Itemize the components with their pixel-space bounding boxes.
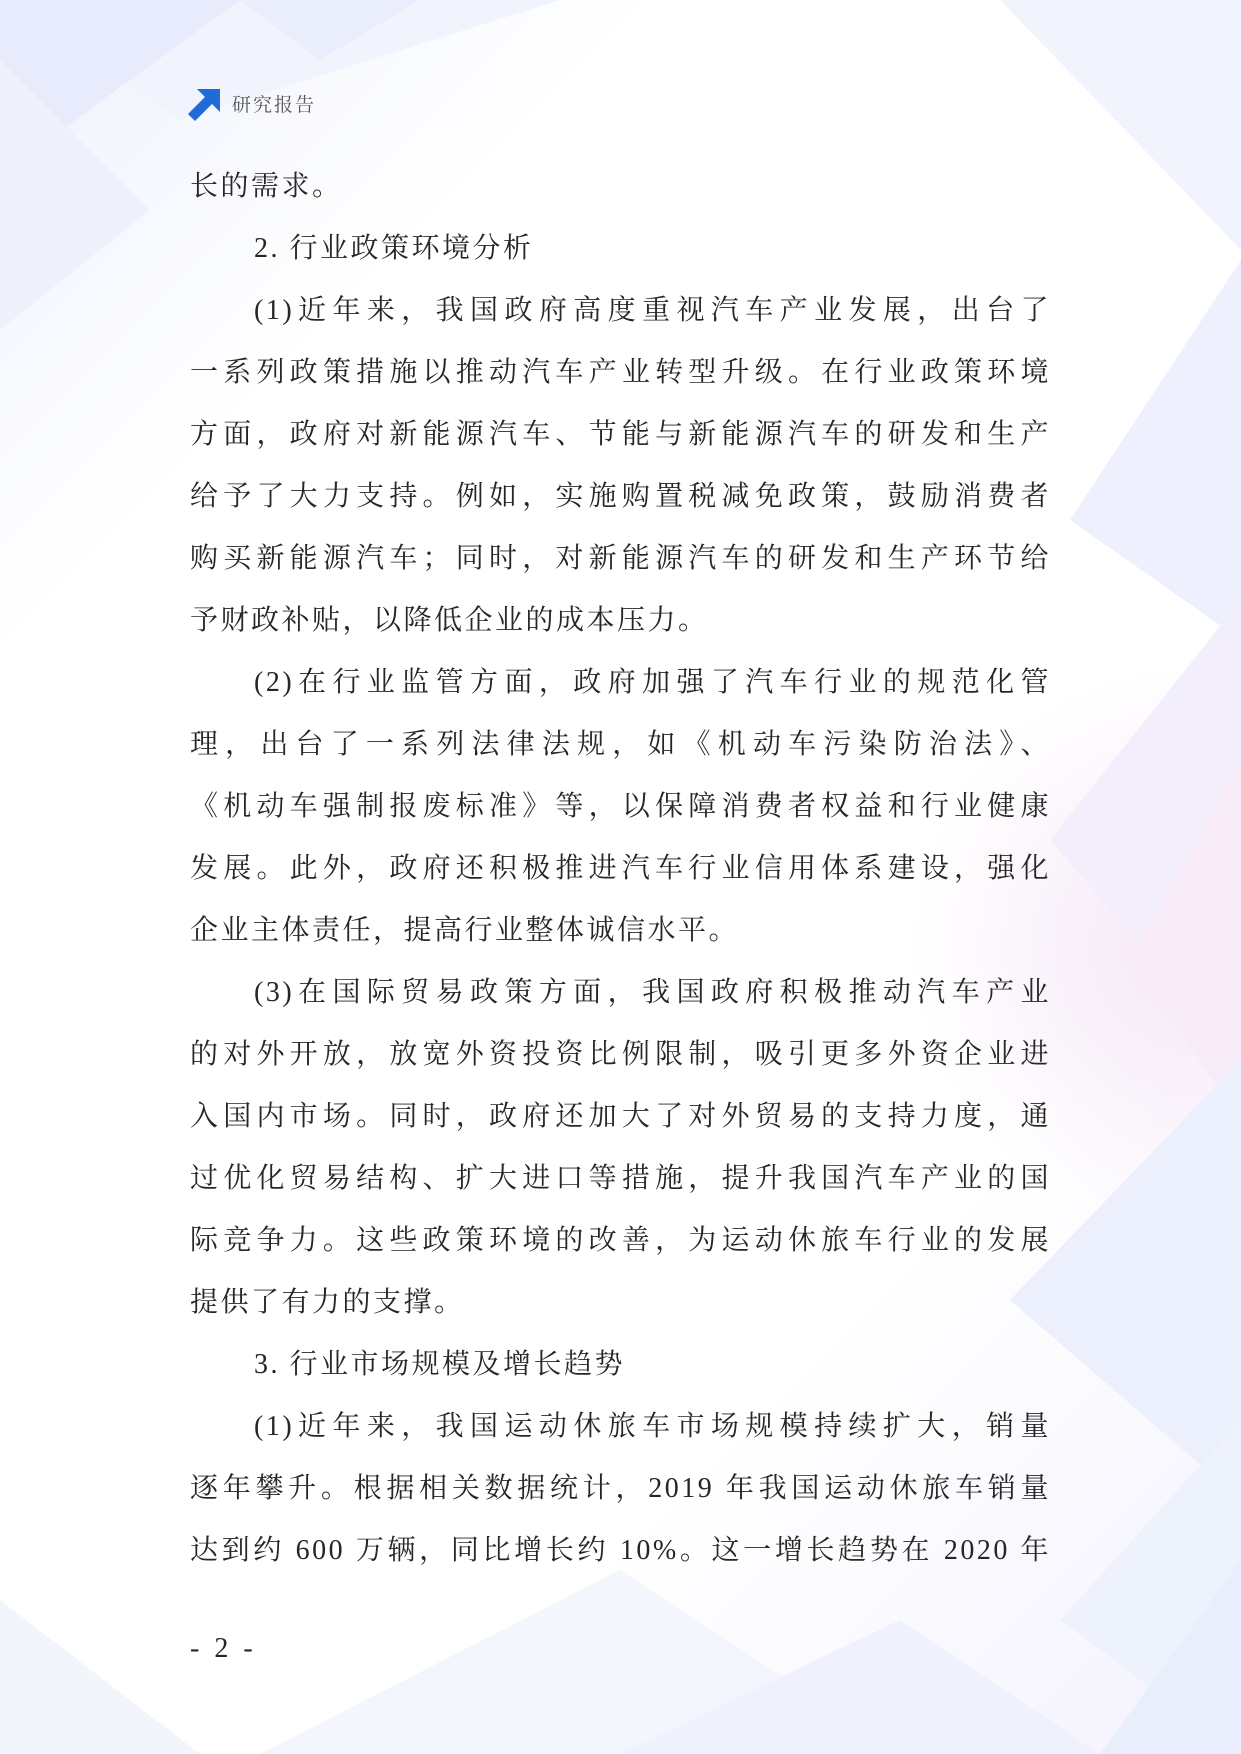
- section-heading: 3. 行业市场规模及增长趋势: [254, 1349, 626, 1380]
- document-body: [190, 156, 1051, 1582]
- paragraph-line: 逐年攀升。根据相关数据统计，2019 年我国运动休旅车销量: [190, 1473, 1051, 1504]
- paragraph-line: 过优化贸易结构、扩大进口等措施，提升我国汽车产业的国: [190, 1163, 1051, 1194]
- paragraph-line: 入国内市场。同时，政府还加大了对外贸易的支持力度，通: [190, 1101, 1051, 1132]
- page-number: - 2 -: [190, 1633, 257, 1664]
- paragraph-line: (1)近年来，我国政府高度重视汽车产业发展，出台了: [254, 295, 1051, 326]
- paragraph: [190, 280, 1051, 652]
- paragraph-line: 一系列政策措施以推动汽车产业转型升级。在行业政策环境: [190, 357, 1051, 388]
- logo-arrow-icon: [188, 89, 220, 121]
- paragraph-line: 予财政补贴，以降低企业的成本压力。: [190, 605, 709, 636]
- paragraph-line: 购买新能源汽车；同时，对新能源汽车的研发和生产环节给: [190, 543, 1051, 574]
- paragraph-line: 达到约 600 万辆，同比增长约 10%。这一增长趋势在 2020 年: [190, 1535, 1051, 1566]
- paragraph-line: 际竞争力。这些政策环境的改善，为运动休旅车行业的发展: [190, 1225, 1051, 1256]
- paragraph-line: 的对外开放，放宽外资投资比例限制，吸引更多外资企业进: [190, 1039, 1051, 1070]
- paragraph: [190, 1396, 1051, 1582]
- paragraph-line: 企业主体责任，提高行业整体诚信水平。: [190, 915, 740, 946]
- section-heading: 2. 行业政策环境分析: [254, 233, 534, 264]
- paragraph: [190, 962, 1051, 1334]
- paragraph-line: 《机动车强制报废标准》等，以保障消费者权益和行业健康: [190, 791, 1051, 822]
- paragraph-continuation: [190, 156, 1051, 218]
- paragraph: [190, 652, 1051, 962]
- paragraph-line: 给予了大力支持。例如，实施购置税减免政策，鼓励消费者: [190, 481, 1051, 512]
- paragraph-line: 长的需求。: [190, 171, 343, 202]
- paragraph-line: 提供了有力的支撑。: [190, 1287, 465, 1318]
- paragraph-line: 方面，政府对新能源汽车、节能与新能源汽车的研发和生产: [190, 419, 1051, 450]
- paragraph-line: (3)在国际贸易政策方面，我国政府积极推动汽车产业: [254, 977, 1051, 1008]
- paragraph-line: 理，出台了一系列法律法规，如《机动车污染防治法》、: [190, 729, 1051, 760]
- paragraph-line: (2)在行业监管方面，政府加强了汽车行业的规范化管: [254, 667, 1051, 698]
- paragraph-line: (1)近年来，我国运动休旅车市场规模持续扩大，销量: [254, 1411, 1051, 1442]
- page-header: [188, 89, 316, 121]
- header-title: 研究报告: [232, 94, 317, 116]
- paragraph-line: 发展。此外，政府还积极推进汽车行业信用体系建设，强化: [190, 853, 1051, 884]
